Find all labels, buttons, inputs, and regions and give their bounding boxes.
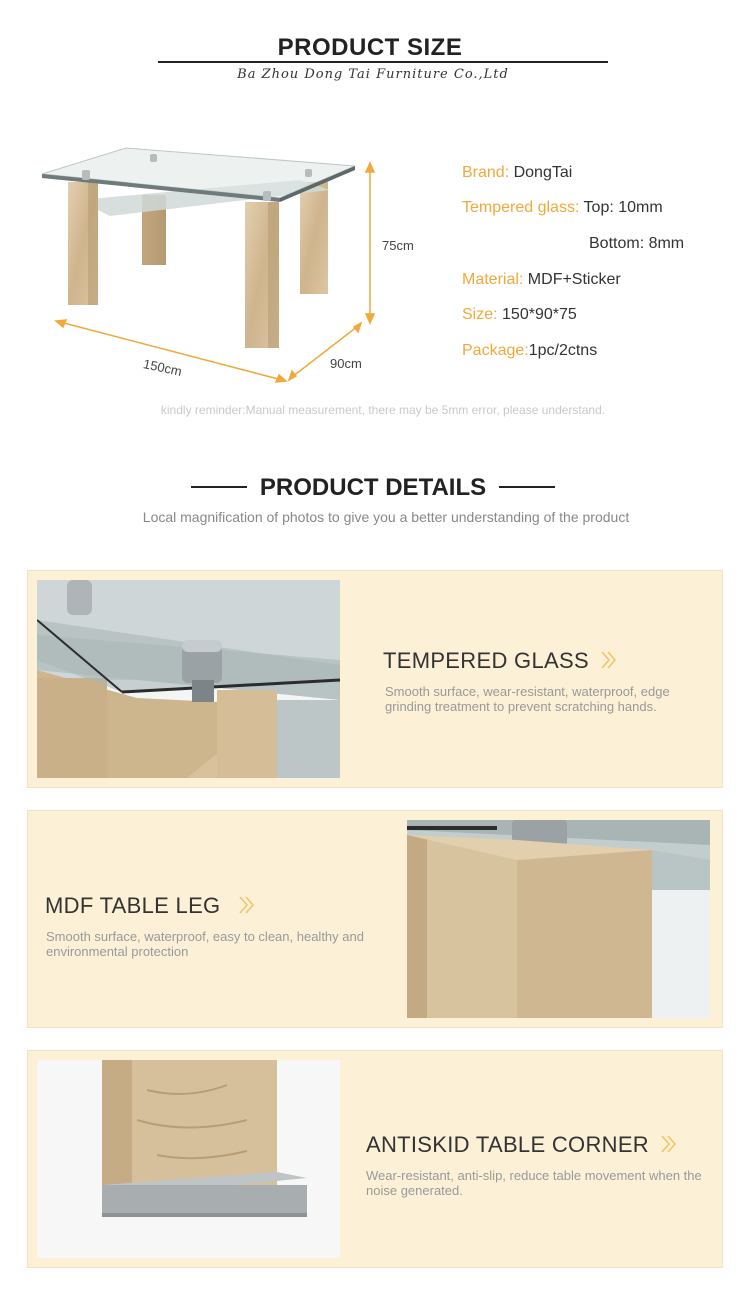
product-size-title: PRODUCT SIZE bbox=[277, 34, 463, 61]
double-chevron-right-icon bbox=[236, 894, 258, 916]
spec-glass-label: Tempered glass: bbox=[462, 199, 580, 216]
mdf-table-leg-description: Smooth surface, waterproof, easy to clean, healthy and environmental protection bbox=[46, 929, 364, 959]
spec-package-label: Package: bbox=[462, 342, 529, 359]
tempered-glass-photo bbox=[37, 580, 340, 778]
company-name: Ba Zhou Dong Tai Furniture Co.,Ltd bbox=[237, 67, 509, 82]
spec-glass-top: Top: 10mm bbox=[579, 199, 663, 216]
spec-material-value: MDF+Sticker bbox=[523, 271, 621, 288]
table-illustration bbox=[30, 140, 450, 400]
tempered-glass-heading: TEMPERED GLASS bbox=[383, 648, 589, 673]
spec-material bbox=[462, 271, 621, 289]
spec-size-value: 150*90*75 bbox=[497, 306, 577, 323]
double-chevron-right-icon bbox=[658, 1133, 680, 1155]
mdf-table-leg-heading: MDF TABLE LEG bbox=[45, 893, 221, 918]
spec-size bbox=[462, 306, 577, 324]
product-details-subtitle: Local magnification of photos to give you a better understanding of the product bbox=[142, 509, 630, 525]
spec-brand-value: DongTai bbox=[509, 164, 573, 181]
table-dimension-diagram bbox=[30, 140, 450, 400]
length-label: 150cm bbox=[141, 356, 184, 379]
tempered-glass-description: Smooth surface, wear-resistant, waterproof, edge grinding treatment to prevent scratching hands. bbox=[385, 684, 670, 714]
mdf-table-leg-photo bbox=[407, 820, 710, 1018]
width-label: 90cm bbox=[330, 356, 362, 371]
measurement-reminder: kindly reminder:Manual measurement, there may be 5mm error, please understand. bbox=[160, 403, 606, 417]
antiskid-corner-heading: ANTISKID TABLE CORNER bbox=[366, 1132, 649, 1157]
product-details-title: PRODUCT DETAILS bbox=[259, 474, 487, 501]
height-label: 75cm bbox=[382, 238, 414, 253]
spec-size-label: Size: bbox=[462, 306, 498, 323]
antiskid-corner-photo bbox=[37, 1060, 340, 1258]
feature-card-tempered-glass bbox=[27, 570, 723, 788]
details-title-line-right bbox=[499, 486, 555, 488]
spec-glass-bottom: Bottom: 8mm bbox=[589, 235, 685, 252]
title-underline bbox=[158, 61, 608, 63]
double-chevron-right-icon bbox=[598, 649, 620, 671]
spec-package-value: 1pc/2ctns bbox=[528, 342, 598, 359]
spec-brand bbox=[462, 164, 572, 182]
antiskid-corner-description: Wear-resistant, anti-slip, reduce table movement when the noise generated. bbox=[366, 1168, 702, 1198]
spec-glass bbox=[462, 199, 663, 217]
spec-package bbox=[462, 342, 597, 360]
feature-card-mdf-table-leg bbox=[27, 810, 723, 1028]
feature-card-antiskid-corner bbox=[27, 1050, 723, 1268]
spec-brand-label: Brand: bbox=[462, 164, 510, 181]
spec-material-label: Material: bbox=[462, 271, 524, 288]
